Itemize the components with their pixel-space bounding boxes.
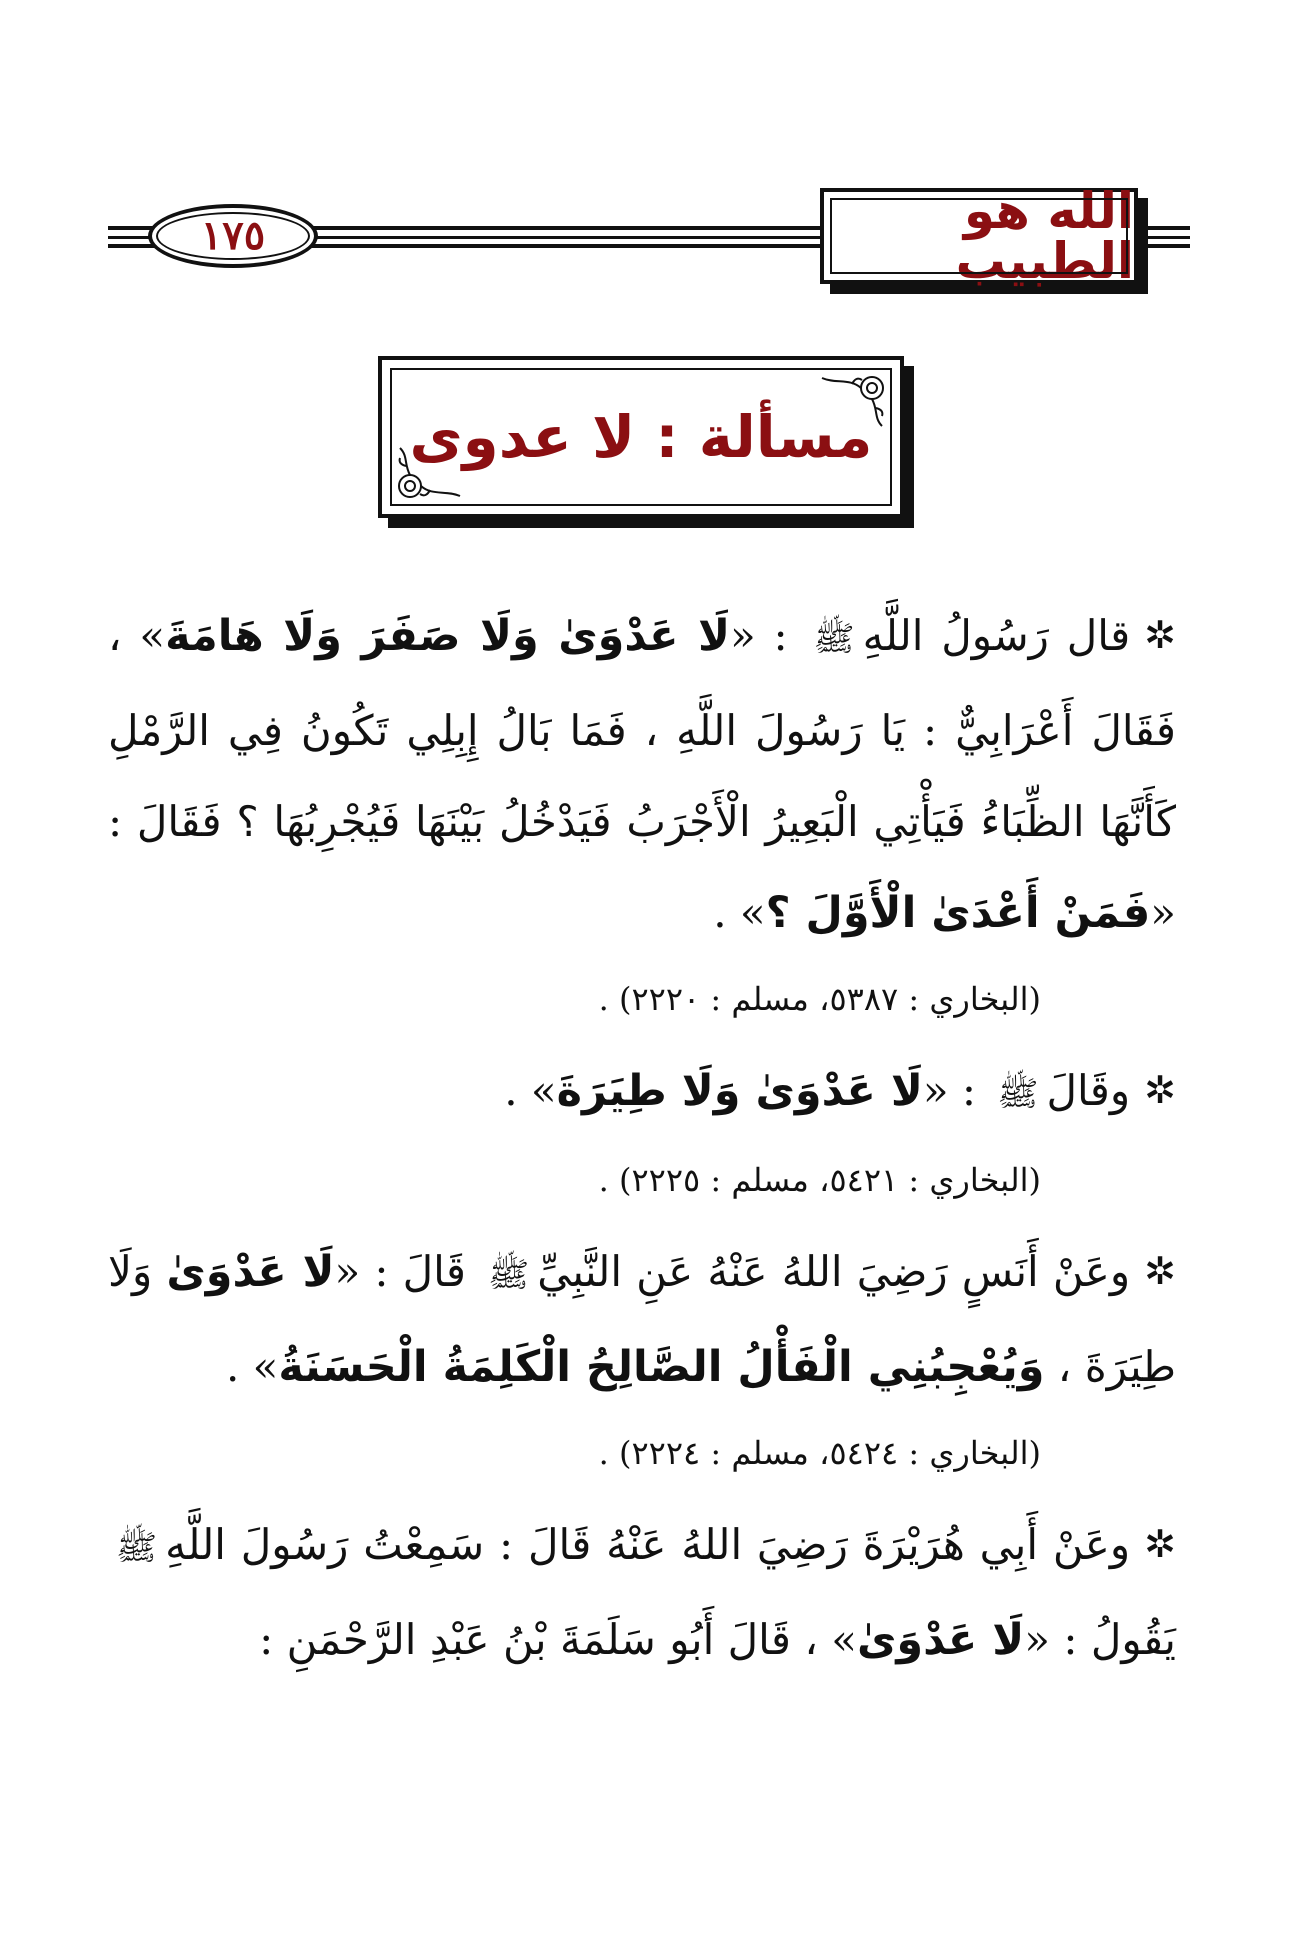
page-body [108,590,1176,1686]
running-title: الله هو الطبيب [955,182,1134,290]
paragraph-text: » . [713,888,766,937]
paragraph-text: » . [225,1342,279,1391]
paragraph-text: قَالَ : « [334,1247,481,1296]
page-number-oval [148,204,318,268]
hadith-quote: لَا عَدْوَىٰ وَلَا صَفَرَ وَلَا هَامَةَ [165,611,731,661]
hadith-reference: (البخاري : ٥٤٢١، مسلم : ٢٢٢٥) . [598,1161,1041,1199]
running-title-box [820,182,1138,290]
corner-ornament-icon [392,444,470,504]
paragraph-text: وعَنْ أَبِي هُرَيْرَةَ رَضِيَ اللهُ عَنْهُ قَالَ : سَمِعْتُ رَسُولَ اللَّهِ [165,1520,1131,1569]
paragraph-text: » ، فَقَالَ أَعْرَابِيٌّ : يَا رَسُولَ اللَّهِ ، فَمَا بَالُ إِبِلِي تَكُونُ فِي الرَّمْلِ كَأَنَّهَا الظِّبَاءُ فَيَأْتِي الْبَعِيرُ الْأَجْرَبُ فَيَدْخُلُ بَيْنَهَا فَيُجْرِبُهَا ؟ فَقَالَ : « [108,611,1176,937]
salutation-glyph: ﷺ [116,1528,158,1568]
hadith-paragraph [108,1499,1176,1686]
hadith-reference: (البخاري : ٥٣٨٧، مسلم : ٢٢٢٠) . [598,980,1041,1018]
hadith-quote: لَا عَدْوَىٰ [166,1247,335,1297]
paragraph-text: وقَالَ [1046,1066,1131,1115]
paragraph-text: » . [504,1066,557,1115]
paragraph-text: وَلَا طِيَرَةَ ، [108,1247,1176,1391]
hadith-quote: لَا عَدْوَىٰ وَلَا طِيَرَةَ [556,1066,923,1116]
paragraph-text: وعَنْ أَنَسٍ رَضِيَ اللهُ عَنْهُ عَنِ النَّبِيِّ [537,1247,1131,1296]
paragraph-text: يَقُولُ : « [1024,1615,1176,1664]
hadith-quote: وَيُعْجِبُنِي الْفَأْلُ الصَّالِحُ الْكَلِمَةُ الْحَسَنَةُ [278,1342,1045,1392]
page-number: ١٧٥ [200,212,266,259]
flower-icon: ✲ [1144,1522,1176,1566]
paragraph-text: قال رَسُولُ اللَّهِ [862,611,1131,660]
hadith-paragraph [108,1045,1176,1140]
hadith-quote: فَمَنْ أَعْدَىٰ الْأَوَّلَ ؟ [765,888,1151,938]
flower-icon: ✲ [1144,1068,1176,1112]
paragraph-text: : « [922,1066,990,1115]
hadith-reference: (البخاري : ٥٤٢٤، مسلم : ٢٢٢٤) . [598,1434,1041,1472]
salutation-glyph: ﷺ [488,1255,530,1295]
hadith-paragraph [108,1226,1176,1413]
salutation-glyph: ﷺ [813,619,855,659]
flower-icon: ✲ [1144,613,1177,657]
section-title: مسألة : لا عدوى [409,403,873,471]
section-heading-box [378,356,904,518]
corner-ornament-icon [812,370,890,430]
paragraph-text: » ، قَالَ أَبُو سَلَمَةَ بْنُ عَبْدِ الرَّحْمَنِ : [259,1615,857,1664]
flower-icon: ✲ [1144,1249,1176,1293]
hadith-paragraph [108,590,1176,959]
hadith-quote: لَا عَدْوَىٰ [856,1615,1025,1665]
paragraph-text: : « [730,611,806,660]
salutation-glyph: ﷺ [997,1074,1039,1114]
